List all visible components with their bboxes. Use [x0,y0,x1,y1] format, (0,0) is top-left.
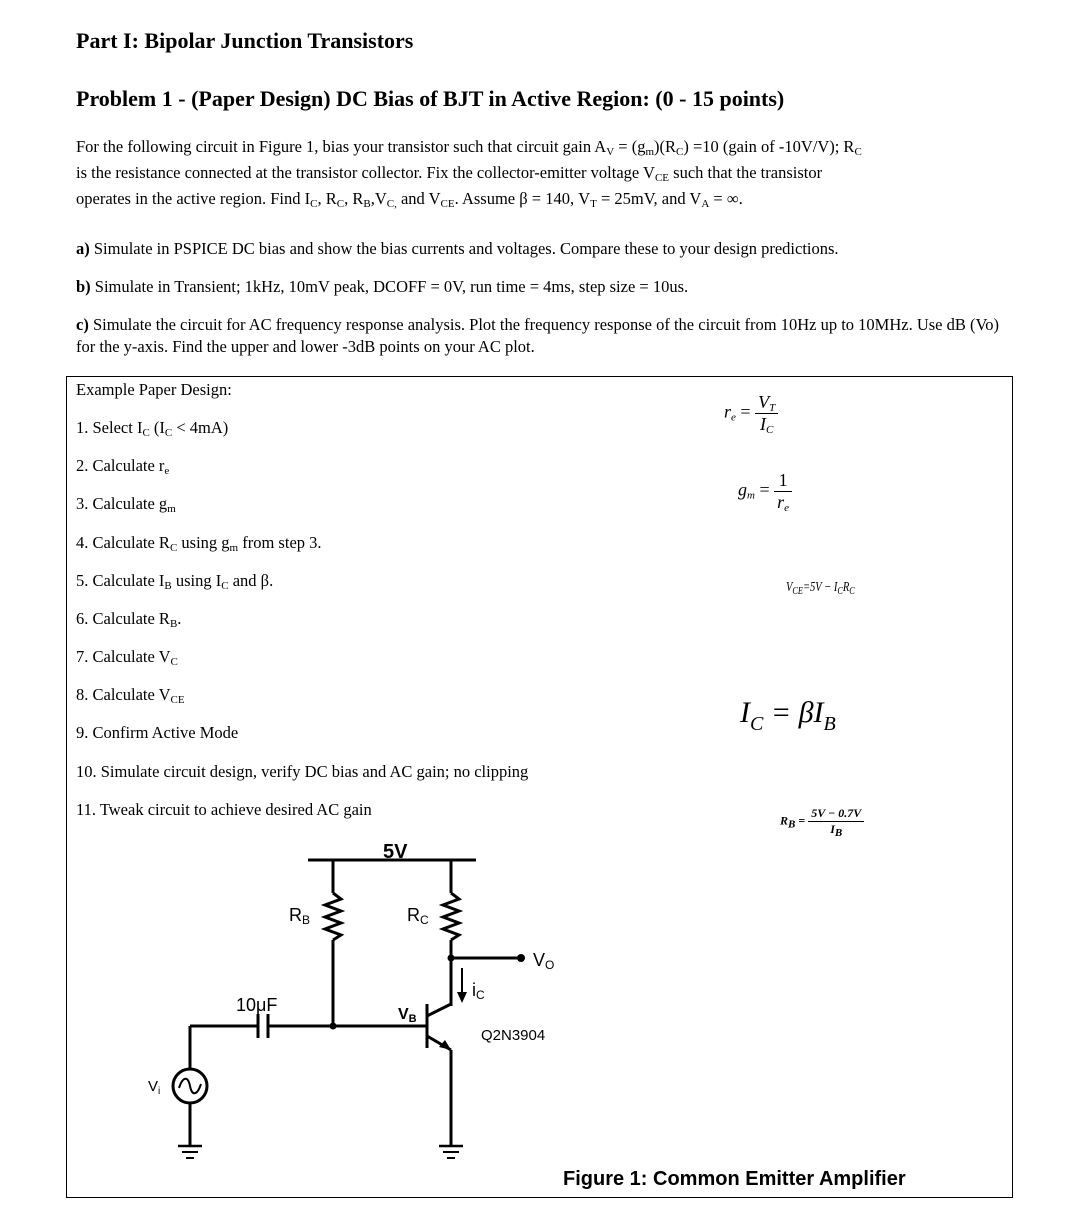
step-7: 7. Calculate $V_C$ [76,647,178,668]
cap-label: 10μF [236,995,278,1015]
task-b: b) Simulate in Transient; 1kHz, 10mV peak, DCOFF = 0V, run time = 4ms, step size = 10us. [76,277,689,296]
vo-terminal [517,954,525,962]
rc-label: R [407,905,420,925]
resistor-rb [325,893,341,940]
resistor-rc [443,893,459,940]
svg-text:RC: RC [407,905,429,927]
equation-re: $r_e$ = $\frac{V_T}{I_C}$ [724,392,778,435]
step-9: 9. Confirm Active Mode [76,723,239,742]
step-10: 10. Simulate circuit design, verify DC bias and AC gain; no clipping [76,762,529,781]
example-heading: Example Paper Design: [76,380,232,399]
transistor-label: Q2N3904 [481,1027,546,1044]
step-5: 5. Calculate $I_B$ using $I_C$ and β. [76,571,274,592]
svg-text:Vi: $V_i$ [148,1078,161,1097]
vb-label: V [398,1006,409,1023]
emitter-arrow [439,1040,451,1050]
vo-label: V [533,950,546,970]
svg-text:VB: VB [398,1006,417,1025]
equation-rb: $R_B$ = $\frac{5V - 0.7V}{I_B}$ [780,806,864,837]
vi-label: V [148,1078,159,1095]
svg-text:iC: iC [472,980,485,1002]
problem-title: Problem 1 - (Paper Design) DC Bias of BJT in Active Region: (0 - 15 points) [76,86,785,111]
circuit-schematic [140,830,580,1170]
supply-label: 5V [383,841,408,863]
step-2: 2. Calculate $r_e$ [76,456,170,477]
ic-arrow [457,992,467,1003]
step-8: 8. Calculate $V_{CE}$ [76,685,185,706]
part-title: Part I: Bipolar Junction Transistors [76,28,414,53]
equation-vce: $V_{CE}=5V - I_CR_C$ [786,580,855,597]
step-11: 11. Tweak circuit to achieve desired AC gain [76,800,372,819]
step-6: 6. Calculate $R_B$. [76,609,182,630]
intro-paragraph: For the following circuit in Figure 1, bias your transistor such that circuit gain $A_V = (g_m)(R_C) =10$ (gain of -10V/V); $R_C$ is the resistance connected at the transistor collector. Fix the collector-emitter voltage $V_{CE}$ such that the transistor operates in the active region. Find $I_C$, $R_C$, $R_B,V_{C,}$ and $V_{CE}$. Assume β = 140, $V_T = 25mV$, and $V_A$ = ∞. [76,137,862,210]
equation-gm: $g_m$ = $\frac{1}{r_e}$ [738,470,792,513]
ic-label: i [472,980,476,1000]
figure-caption: Figure 1: Common Emitter Amplifier [563,1168,906,1190]
task-c: c) Simulate the circuit for AC frequency response analysis. Plot the frequency response of the circuit from 10Hz up to 10MHz. Use dB (Vo) for the y-axis. Find the upper and lower -3dB points on your AC plot. [76,315,1000,356]
equation-ic: $I_C = \beta I_B$ [740,696,836,735]
rb-label: R [289,905,302,925]
svg-text:VO: VO [533,950,555,972]
svg-text:RB: RB [289,905,311,927]
task-a: a) Simulate in PSPICE DC bias and show the bias currents and voltages. Compare these to your design predictions. [76,239,839,258]
step-4: 4. Calculate $R_C$ using $g_m$ from step 3. [76,533,322,554]
step-1: 1. Select $I_C$ $(I_C < 4mA)$ [76,418,229,439]
step-3: 3. Calculate $g_m$ [76,494,176,515]
